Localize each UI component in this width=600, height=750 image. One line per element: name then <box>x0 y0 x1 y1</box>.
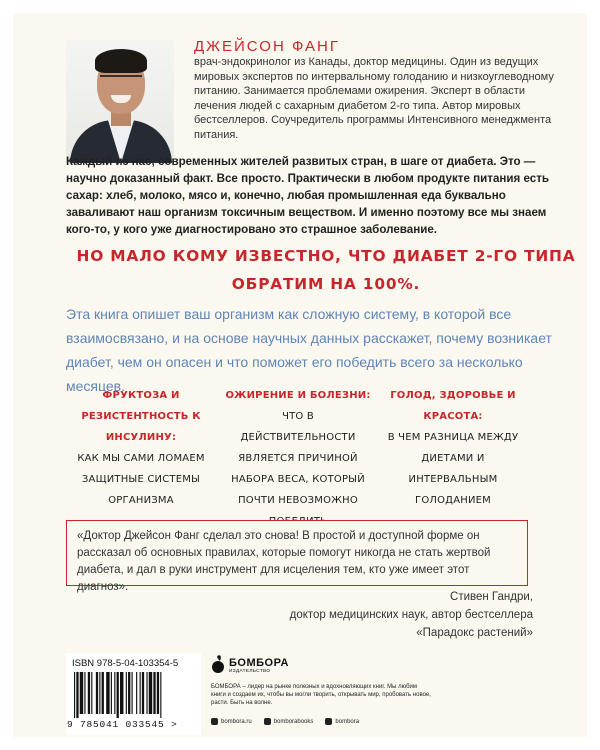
intro-paragraph: Каждый из нас, современных жителей развитых стран, в шаге от диабета. Это — научно доказанный факт. Все просто. Практически в любом продукте питания есть сахар: хлеб, молоко, мясо и, конечно, любая промышленная еда буквально заваливают наш организм токсичным веществом. И именно поэтому все мы знаем кого-то, у кого уже диагностировано это страшное заболевание. <box>66 155 550 236</box>
social-link[interactable]: bombora <box>325 718 359 725</box>
publisher-socials <box>211 718 359 725</box>
testimonial-author: Стивен Гандри, <box>450 591 533 603</box>
barcode <box>74 672 192 718</box>
topic-column-1 <box>66 385 216 511</box>
social-link[interactable]: bombora.ru <box>211 718 252 725</box>
testimonial-text: «Доктор Джейсон Фанг сделал это снова! В простой и доступной форме он рассказал об основных правилах, которые помогут никогда не стать жертвой диабета, и дал в руки инструмент для исцеления тем, кто уже имеет этот диагноз». <box>77 530 491 593</box>
book-back-cover <box>13 13 587 737</box>
testimonial-box <box>66 520 528 593</box>
book-description: Эта книга опишет ваш организм как сложную систему, в которой все взаимосвязано, и на основе научных данных расскажет, почему возникает диабет, чем он опасен и что поможет его победить всего за несколько месяцев. <box>66 306 552 394</box>
publisher-name: БОМБОРА <box>229 657 289 669</box>
publisher-subtitle: ИЗДАТЕЛЬСТВО <box>229 669 271 674</box>
topic-text: КАК МЫ САМИ ЛОМАЕМ ЗАЩИТНЫЕ СИСТЕМЫ ОРГАНИЗМА <box>77 453 205 506</box>
topic-heading: ОЖИРЕНИЕ И БОЛЕЗНИ: <box>225 390 371 401</box>
topic-text: В ЧЕМ РАЗНИЦА МЕЖДУ ДИЕТАМИ И ИНТЕРВАЛЬНЫМ ГОЛОДАНИЕМ <box>387 432 519 506</box>
barcode-digits: 9 785041 033545 > <box>67 719 178 730</box>
author-photo <box>66 40 174 163</box>
publisher-logo-icon <box>211 654 225 674</box>
vk-icon <box>264 718 271 725</box>
testimonial-attribution <box>253 588 533 642</box>
author-bio: врач-эндокринолог из Канады, доктор медицины. Один из ведущих мировых экспертов по интервальному голоданию и низкоуглеводному питанию. Занимается проблемами ожирения. Эксперт в области лечения людей с сахарным диабетом 2-го типа. Автор мировых бестселлеров. Соучредитель программы Интенсивного менеджмента питания. <box>194 56 554 141</box>
isbn-label: ISBN 978-5-04-103354-5 <box>72 658 179 669</box>
isbn-barcode-block <box>66 653 201 735</box>
instagram-icon <box>325 718 332 725</box>
testimonial-credentials: доктор медицинских наук, автор бестселлера «Парадокс растений» <box>289 609 533 639</box>
topic-column-2 <box>223 385 373 532</box>
topic-text: ЧТО В ДЕЙСТВИТЕЛЬНОСТИ ЯВЛЯЕТСЯ ПРИЧИНОЙ НАБОРА ВЕСА, КОТОРЫЙ ПОЧТИ НЕВОЗМОЖНО <box>231 411 365 506</box>
author-name: ДЖЕЙСОН ФАНГ <box>194 38 340 55</box>
social-link[interactable]: bomborabooks <box>264 718 314 725</box>
topic-heading: ГОЛОД, ЗДОРОВЬЕ И КРАСОТА: <box>390 390 516 422</box>
topic-heading: ФРУКТОЗА И РЕЗИСТЕНТНОСТЬ К ИНСУЛИНУ: <box>81 390 201 443</box>
headline: НО МАЛО КОМУ ИЗВЕСТНО, ЧТО ДИАБЕТ 2-ГО ТИПА ОБРАТИМ НА 100%. <box>76 247 576 293</box>
topic-column-3 <box>378 385 528 511</box>
publisher-description: БОМБОРА – лидер на рынке полезных и вдохновляющих книг. Мы любим книги и создаем их, чтобы вы могли творить, открывать мир, пробовать новое, расти. Быть на волне. <box>211 684 431 706</box>
instagram-icon <box>211 718 218 725</box>
